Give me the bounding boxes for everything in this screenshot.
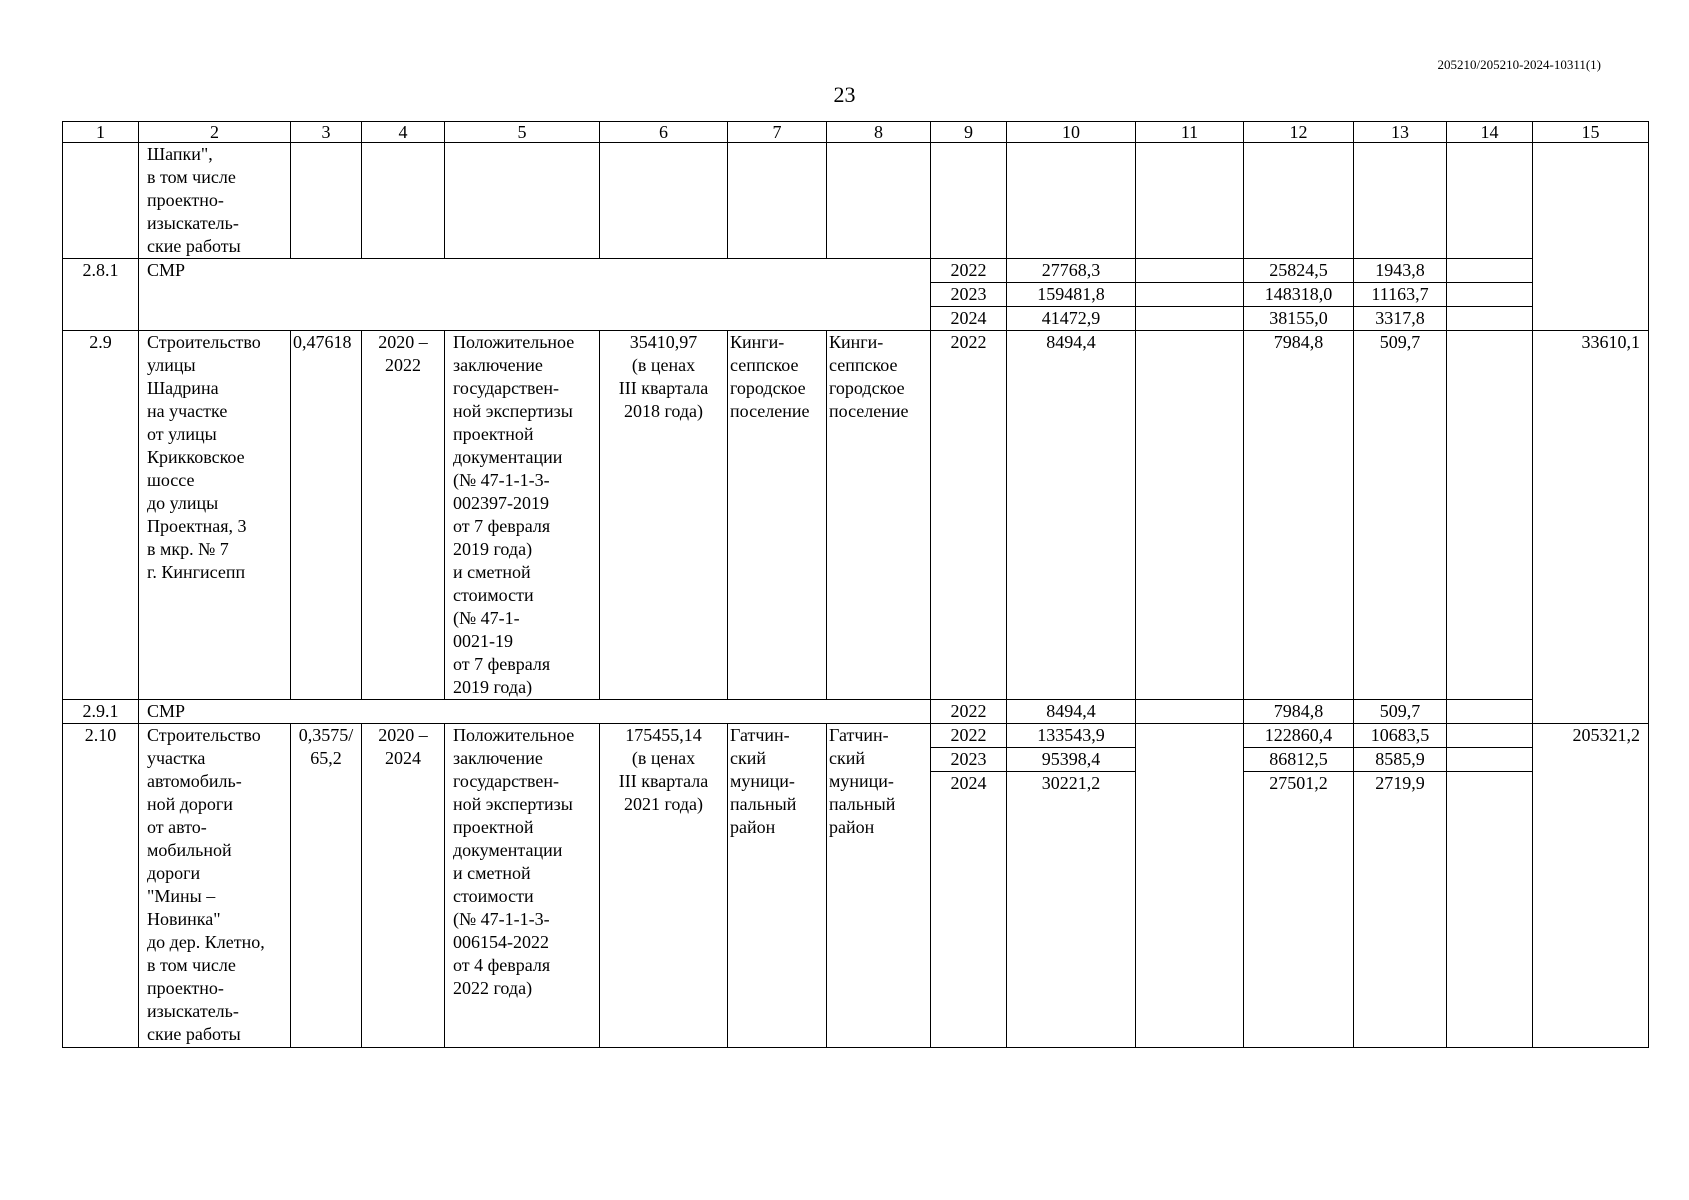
object-name: СМР — [139, 259, 931, 331]
cell — [1533, 259, 1649, 331]
cell — [362, 143, 445, 259]
cell — [291, 143, 362, 259]
year-cell: 2023 — [931, 283, 1007, 307]
value-cell: 509,7 — [1354, 331, 1447, 700]
column-header: 5 — [445, 122, 600, 143]
cost-cell: 175455,14 (в ценах III квартала 2021 года) — [600, 724, 728, 1048]
column-number-row — [63, 122, 1649, 143]
object-name: СМР — [139, 700, 931, 724]
column-header: 14 — [1447, 122, 1533, 143]
value-cell: 2719,9 — [1354, 772, 1447, 1048]
value-cell: 148318,0 — [1244, 283, 1354, 307]
value-cell — [1136, 283, 1244, 307]
value-cell: 122860,4 — [1244, 724, 1354, 748]
value-cell: 8494,4 — [1007, 700, 1136, 724]
object-name: Строительство улицы Шадрина на участке от улицы Крикковское шоссе до улицы Проектная, 3 в мкр. № 7 г. Кингисепп — [139, 331, 291, 700]
object-name: Шапки", в том числе проектно- изыскатель- ские работы — [139, 143, 291, 259]
column-header: 4 — [362, 122, 445, 143]
column-header: 9 — [931, 122, 1007, 143]
column-header: 7 — [728, 122, 827, 143]
cell — [1007, 143, 1136, 259]
total-cell: 33610,1 — [1533, 331, 1649, 724]
capacity-cell: 0,47618 — [291, 331, 362, 700]
value-cell — [1447, 259, 1533, 283]
value-cell: 509,7 — [1354, 700, 1447, 724]
value-cell — [1136, 331, 1244, 700]
cell — [1136, 143, 1244, 259]
column-header: 6 — [600, 122, 728, 143]
column-header: 10 — [1007, 122, 1136, 143]
cell — [1354, 143, 1447, 259]
period-cell: 2020 – 2024 — [362, 724, 445, 1048]
value-cell — [1136, 259, 1244, 283]
document-code: 205210/205210-2024-10311(1) — [1437, 57, 1601, 72]
value-cell — [1447, 283, 1533, 307]
value-cell: 27768,3 — [1007, 259, 1136, 283]
owner-cell: Кинги- сеппское городское поселение — [827, 331, 931, 700]
column-header: 13 — [1354, 122, 1447, 143]
value-cell: 7984,8 — [1244, 331, 1354, 700]
cell — [445, 143, 600, 259]
cell — [600, 143, 728, 259]
year-cell: 2022 — [931, 700, 1007, 724]
value-cell — [1447, 700, 1533, 724]
expertise-cell: Положительное заключение государствен- ной экспертизы проектной документации и сметной стоимости (№ 47-1-1-3- 006154-2022 от 4 февраля 2022 года) — [445, 724, 600, 1048]
year-cell: 2022 — [931, 724, 1007, 748]
value-cell: 11163,7 — [1354, 283, 1447, 307]
column-header: 1 — [63, 122, 139, 143]
value-cell: 86812,5 — [1244, 748, 1354, 772]
value-cell: 1943,8 — [1354, 259, 1447, 283]
customer-cell: Гатчин- ский муници- пальный район — [728, 724, 827, 1048]
value-cell: 133543,9 — [1007, 724, 1136, 748]
cell — [1447, 143, 1533, 259]
value-cell — [1447, 772, 1533, 1048]
value-cell — [1447, 331, 1533, 700]
value-cell: 38155,0 — [1244, 307, 1354, 331]
object-name: Строительство участка автомобиль- ной дороги от авто- мобильной дороги "Мины – Новинка" до дер. Клетно, в том числе проектно- изыскатель- ские работы — [139, 724, 291, 1048]
table-row — [63, 700, 1649, 724]
value-cell: 8494,4 — [1007, 331, 1136, 700]
cell — [827, 143, 931, 259]
column-header: 15 — [1533, 122, 1649, 143]
row-number: 2.9 — [63, 331, 139, 700]
customer-cell: Кинги- сеппское городское поселение — [728, 331, 827, 700]
value-cell: 25824,5 — [1244, 259, 1354, 283]
year-cell: 2022 — [931, 331, 1007, 700]
cost-cell: 35410,97 (в ценах III квартала 2018 года) — [600, 331, 728, 700]
cell — [1244, 143, 1354, 259]
column-header: 12 — [1244, 122, 1354, 143]
value-cell: 95398,4 — [1007, 748, 1136, 772]
budget-table — [62, 121, 1649, 1048]
value-cell: 8585,9 — [1354, 748, 1447, 772]
capacity-cell: 0,3575/ 65,2 — [291, 724, 362, 1048]
value-cell: 3317,8 — [1354, 307, 1447, 331]
page-number: 23 — [833, 82, 856, 107]
value-cell: 10683,5 — [1354, 724, 1447, 748]
owner-cell: Гатчин- ский муници- пальный район — [827, 724, 931, 1048]
total-cell: 205321,2 — [1533, 724, 1649, 1048]
year-cell: 2024 — [931, 772, 1007, 1048]
expertise-cell: Положительное заключение государствен- ной экспертизы проектной документации (№ 47-1-1-3- 002397-2019 от 7 февраля 2019 года) и сметной стоимости (№ 47-1- 0021-19 от 7 февраля 2019 года) — [445, 331, 600, 700]
cell — [63, 143, 139, 259]
period-cell: 2020 – 2022 — [362, 331, 445, 700]
column-header: 2 — [139, 122, 291, 143]
row-number: 2.8.1 — [63, 259, 139, 331]
row-number: 2.9.1 — [63, 700, 139, 724]
value-cell — [1447, 748, 1533, 772]
value-cell — [1136, 724, 1244, 1048]
table-row — [63, 259, 1649, 283]
value-cell — [1447, 307, 1533, 331]
table-row — [63, 143, 1649, 259]
year-cell: 2022 — [931, 259, 1007, 283]
value-cell: 159481,8 — [1007, 283, 1136, 307]
column-header: 11 — [1136, 122, 1244, 143]
table-row — [63, 724, 1649, 748]
column-header: 3 — [291, 122, 362, 143]
value-cell — [1136, 307, 1244, 331]
value-cell: 27501,2 — [1244, 772, 1354, 1048]
year-cell: 2024 — [931, 307, 1007, 331]
value-cell — [1136, 700, 1244, 724]
year-cell: 2023 — [931, 748, 1007, 772]
value-cell: 30221,2 — [1007, 772, 1136, 1048]
value-cell — [1447, 724, 1533, 748]
column-header: 8 — [827, 122, 931, 143]
value-cell: 41472,9 — [1007, 307, 1136, 331]
table-row — [63, 331, 1649, 700]
cell — [931, 143, 1007, 259]
row-number: 2.10 — [63, 724, 139, 1048]
value-cell: 7984,8 — [1244, 700, 1354, 724]
cell — [728, 143, 827, 259]
cell — [1533, 143, 1649, 259]
